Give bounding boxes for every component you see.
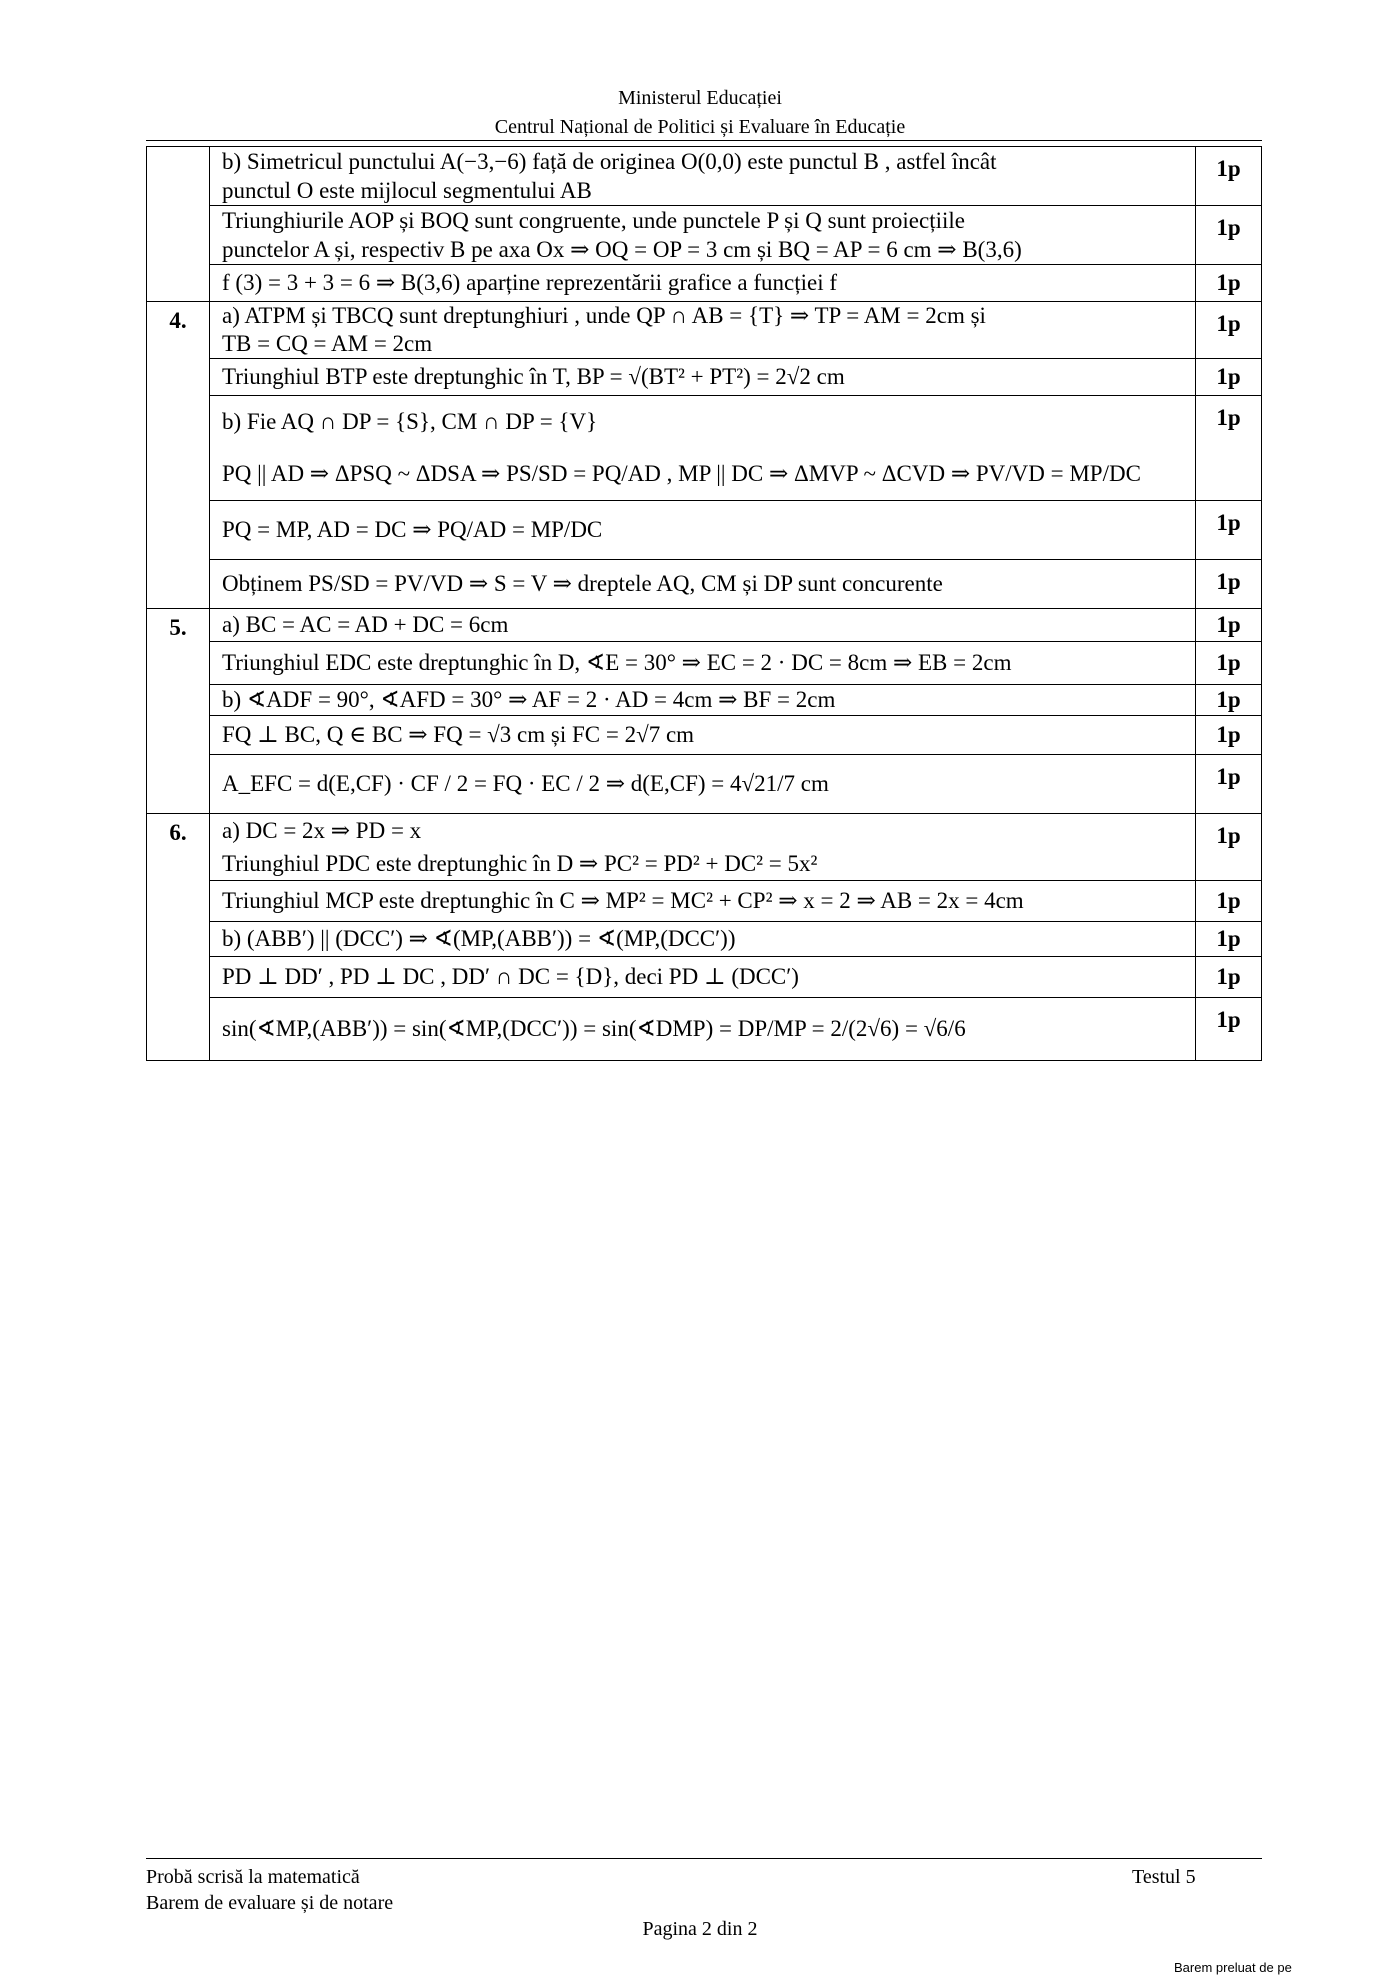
table-row — [147, 359, 1262, 396]
solution-line: b) (ABB′) || (DCC′) ⇒ ∢(MP,(ABB′)) = ∢(MP,(DCC′)) — [222, 926, 736, 951]
points-cell — [1196, 922, 1262, 957]
solution-line: Triunghiul EDC este dreptunghic în D, ∢E = 30° ⇒ EC = 2 · DC = 8cm ⇒ EB = 2cm — [222, 650, 1012, 675]
test-number: Testul 5 — [1132, 1866, 1196, 1888]
solution-line: A_EFC = d(E,CF) · CF / 2 = FQ · EC / 2 ⇒ d(E,CF) = 4√21/7 cm — [222, 771, 829, 796]
points-value: 1p — [1216, 926, 1241, 951]
solution-line: Obținem PS/SD = PV/VD ⇒ S = V ⇒ dreptele AQ, CM și DP sunt concurente — [222, 571, 943, 596]
points-cell — [1196, 998, 1262, 1061]
solution-line: a) ATPM și TBCQ sunt dreptunghiuri , unde QP ∩ AB = {T} ⇒ TP = AM = 2cm și — [222, 303, 986, 328]
points-cell — [1196, 265, 1262, 302]
subject-number-label: 5. — [169, 615, 187, 640]
subject-number-label: 6. — [169, 820, 187, 845]
points-cell — [1196, 642, 1262, 685]
subject-number-label — [147, 147, 209, 153]
solution-line: PD ⊥ DD′ , PD ⊥ DC , DD′ ∩ DC = {D}, deci PD ⊥ (DCC′) — [222, 964, 799, 989]
points-value: 1p — [1216, 215, 1241, 240]
solution-step — [210, 147, 1196, 206]
solution-line: Triunghiurile AOP și BOQ sunt congruente, unde punctele P și Q sunt proiecțiile — [222, 208, 965, 233]
points-value: 1p — [1216, 405, 1241, 430]
solution-line: TB = CQ = AM = 2cm — [222, 331, 433, 356]
solution-line: a) DC = 2x ⇒ PD = x — [222, 818, 422, 843]
subject-number — [147, 814, 210, 1061]
solution-line: punctelor A și, respectiv B pe axa Ox ⇒ OQ = OP = 3 cm și BQ = AP = 6 cm ⇒ B(3,6) — [222, 237, 1022, 262]
solution-step — [210, 560, 1196, 609]
page-header — [0, 84, 1400, 142]
solution-step — [210, 881, 1196, 922]
solution-step — [210, 716, 1196, 755]
points-cell — [1196, 957, 1262, 998]
solution-step — [210, 265, 1196, 302]
points-value: 1p — [1216, 823, 1241, 848]
solution-line: a) BC = AC = AD + DC = 6cm — [222, 612, 509, 637]
table-row — [147, 560, 1262, 609]
table-row — [147, 302, 1262, 359]
header-divider — [146, 140, 1262, 141]
points-value: 1p — [1216, 156, 1241, 181]
solution-line: Triunghiul PDC este dreptunghic în D ⇒ PC² = PD² + DC² = 5x² — [222, 851, 818, 876]
points-cell — [1196, 685, 1262, 716]
table-row — [147, 957, 1262, 998]
subject-number — [147, 147, 210, 302]
source-credit: Barem preluat de pe — [1174, 1960, 1292, 1975]
table-row — [147, 642, 1262, 685]
table-row — [147, 814, 1262, 881]
footer-divider — [146, 1858, 1262, 1859]
points-value: 1p — [1216, 311, 1241, 336]
points-cell — [1196, 302, 1262, 359]
table-row — [147, 265, 1262, 302]
points-value: 1p — [1216, 964, 1241, 989]
subject-number — [147, 302, 210, 609]
barem-name: Barem de evaluare și de notare — [146, 1892, 394, 1914]
points-value: 1p — [1216, 364, 1241, 389]
solution-line: b) ∢ADF = 90°, ∢AFD = 30° ⇒ AF = 2 · AD = 4cm ⇒ BF = 2cm — [222, 687, 836, 712]
solution-line: PQ || AD ⇒ ΔPSQ ~ ΔDSA ⇒ PS/SD = PQ/AD , MP || DC ⇒ ΔMVP ~ ΔCVD ⇒ PV/VD = MP/DC — [222, 461, 1141, 486]
solution-line: FQ ⊥ BC, Q ∈ BC ⇒ FQ = √3 cm și FC = 2√7 cm — [222, 722, 695, 747]
points-cell — [1196, 501, 1262, 560]
points-cell — [1196, 755, 1262, 814]
solution-step — [210, 642, 1196, 685]
ministry-title: Ministerul Educației — [618, 87, 782, 109]
points-value: 1p — [1216, 722, 1241, 747]
solution-step — [210, 302, 1196, 359]
table-row — [147, 685, 1262, 716]
solution-line: PQ = MP, AD = DC ⇒ PQ/AD = MP/DC — [222, 517, 603, 542]
table-row — [147, 396, 1262, 501]
solution-step — [210, 755, 1196, 814]
subject-number — [147, 609, 210, 814]
solution-step — [210, 609, 1196, 642]
solution-line: sin(∢MP,(ABB′)) = sin(∢MP,(DCC′)) = sin(∢DMP) = DP/MP = 2/(2√6) = √6/6 — [222, 1016, 966, 1041]
points-value: 1p — [1216, 270, 1241, 295]
points-value: 1p — [1216, 687, 1241, 712]
points-value: 1p — [1216, 888, 1241, 913]
table-row — [147, 609, 1262, 642]
table-row — [147, 147, 1262, 206]
solution-line: punctul O este mijlocul segmentului AB — [222, 178, 592, 203]
table-row — [147, 755, 1262, 814]
solution-step — [210, 359, 1196, 396]
points-value: 1p — [1216, 612, 1241, 637]
points-cell — [1196, 609, 1262, 642]
solution-step — [210, 957, 1196, 998]
points-cell — [1196, 359, 1262, 396]
table-row — [147, 998, 1262, 1061]
points-value: 1p — [1216, 569, 1241, 594]
page-number: Pagina 2 din 2 — [642, 1918, 758, 1940]
solution-step — [210, 206, 1196, 265]
table-row — [147, 716, 1262, 755]
solution-step — [210, 501, 1196, 560]
table-row — [147, 922, 1262, 957]
points-cell — [1196, 881, 1262, 922]
solution-step — [210, 685, 1196, 716]
table-row — [147, 501, 1262, 560]
points-cell — [1196, 560, 1262, 609]
solution-step — [210, 814, 1196, 881]
solution-line: Triunghiul MCP este dreptunghic în C ⇒ MP² = MC² + CP² ⇒ x = 2 ⇒ AB = 2x = 4cm — [222, 888, 1024, 913]
solution-step — [210, 922, 1196, 957]
subject-number-label: 4. — [169, 308, 187, 333]
footer-left — [146, 1864, 393, 1916]
points-value: 1p — [1216, 1007, 1241, 1032]
solution-line: Triunghiul BTP este dreptunghic în T, BP = √(BT² + PT²) = 2√2 cm — [222, 364, 845, 389]
solution-line: b) Simetricul punctului A(−3,−6) față de originea O(0,0) este punctul B , astfel încât — [222, 149, 997, 174]
exam-name: Probă scrisă la matematică — [146, 1866, 360, 1888]
center-title: Centrul Național de Politici și Evaluare în Educație — [494, 116, 906, 138]
points-value: 1p — [1216, 764, 1241, 789]
table-row — [147, 206, 1262, 265]
grading-table — [146, 146, 1262, 1061]
points-cell — [1196, 396, 1262, 501]
solution-step — [210, 396, 1196, 501]
solution-line: f (3) = 3 + 3 = 6 ⇒ B(3,6) aparține reprezentării grafice a funcției f — [222, 270, 838, 295]
solution-line: b) Fie AQ ∩ DP = {S}, CM ∩ DP = {V} — [222, 409, 598, 434]
points-cell — [1196, 147, 1262, 206]
points-cell — [1196, 206, 1262, 265]
solution-step — [210, 998, 1196, 1061]
table-row — [147, 881, 1262, 922]
points-cell — [1196, 716, 1262, 755]
points-value: 1p — [1216, 510, 1241, 535]
points-cell — [1196, 814, 1262, 881]
points-value: 1p — [1216, 650, 1241, 675]
